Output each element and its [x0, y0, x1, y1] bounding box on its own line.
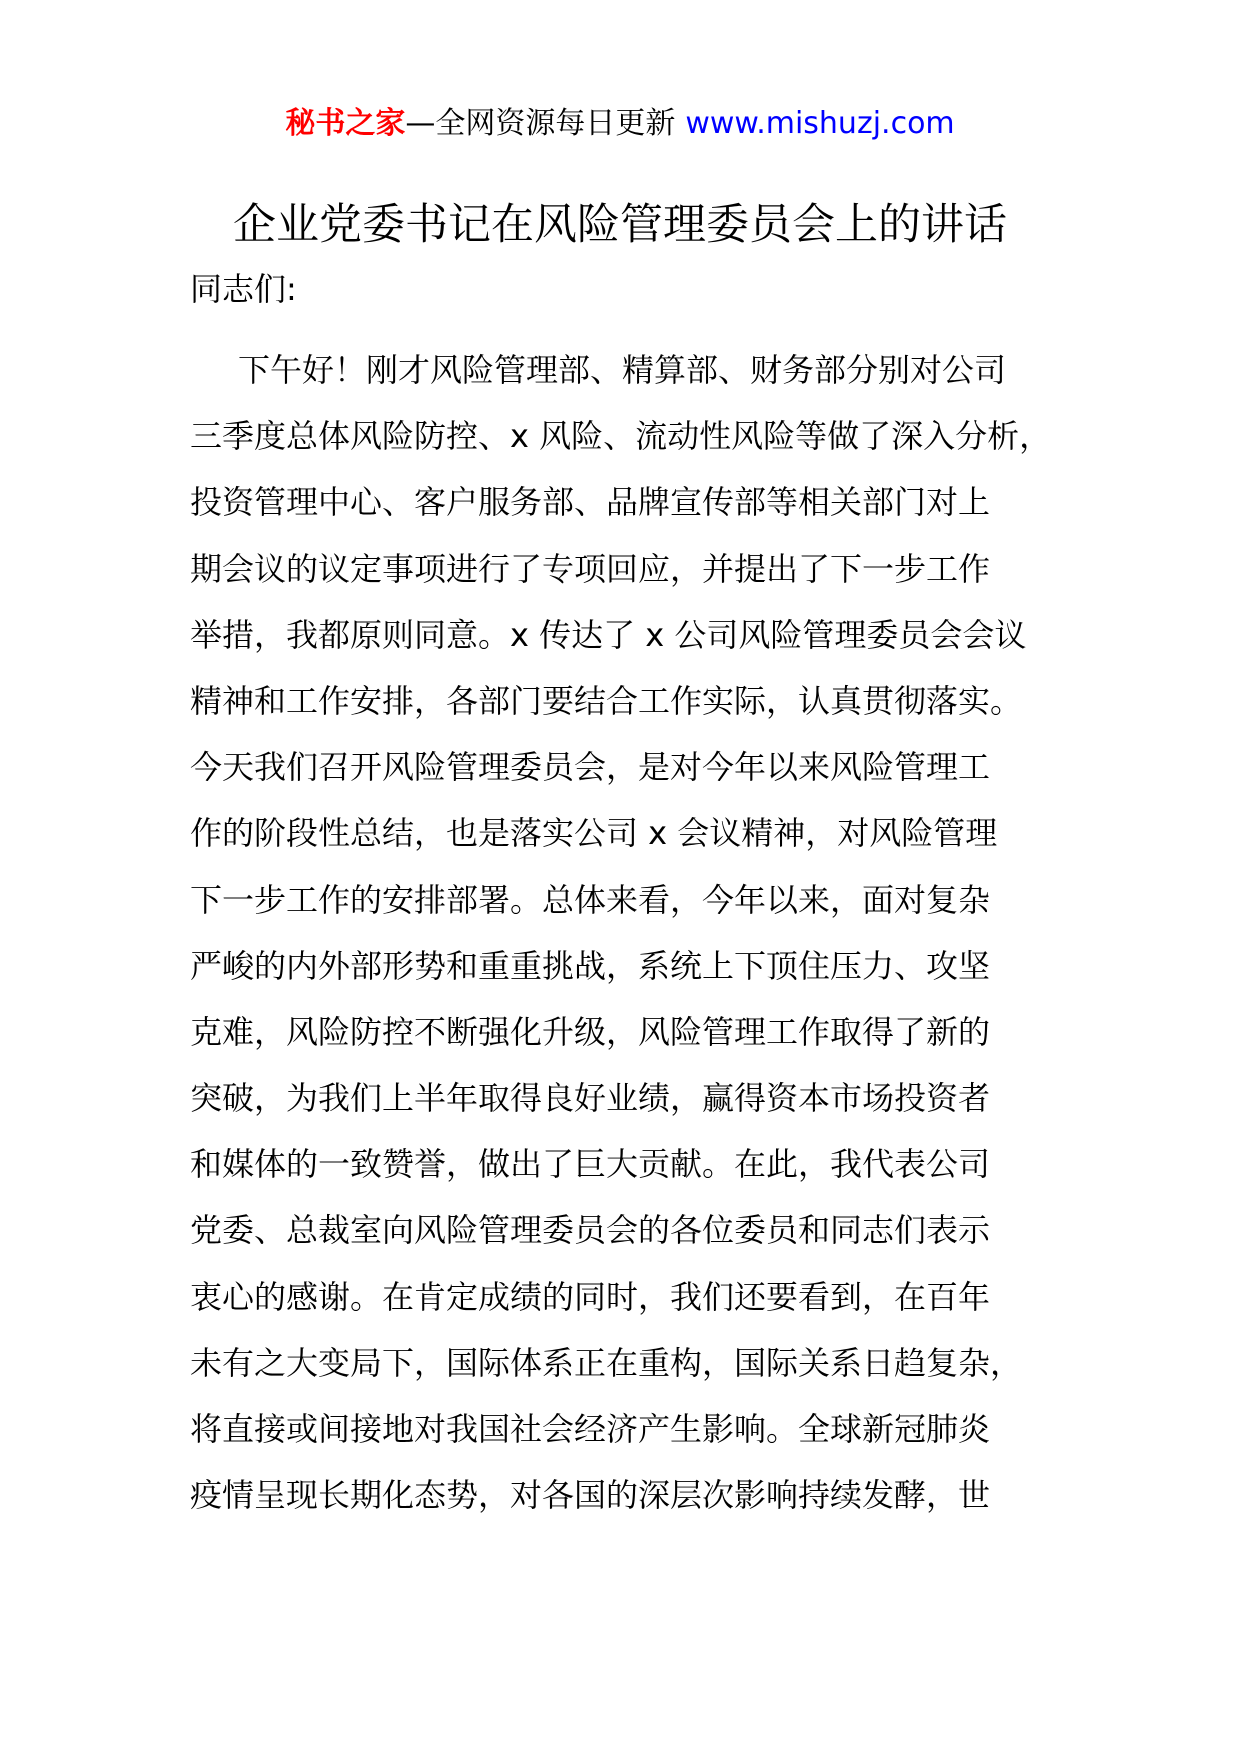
body-line: 严峻的内外部形势和重重挑战，系统上下顶住压力、攻坚: [190, 946, 991, 985]
body-line: 作的阶段性总结，也是落实公司 x 会议精神，对风险管理: [190, 814, 998, 853]
brand-name: 秘书之家: [285, 106, 406, 141]
document-title: 企业党委书记在风险管理委员会上的讲话: [233, 200, 1007, 250]
body-line: 未有之大变局下，国际体系正在重构，国际关系日趋复杂，: [190, 1343, 1023, 1382]
body-line: 党委、总裁室向风险管理委员会的各位委员和同志们表示: [190, 1211, 991, 1250]
site-tagline: —全网资源每日更新: [405, 106, 676, 141]
body-line: 今天我们召开风险管理委员会，是对今年以来风险管理工: [190, 748, 991, 787]
body-line: 突破，为我们上半年取得良好业绩，赢得资本市场投资者: [190, 1079, 991, 1118]
body-line: 下午好！刚才风险管理部、精算部、财务部分别对公司: [238, 351, 1007, 389]
salutation: 同志们:: [190, 270, 297, 308]
body-line: 举措，我都原则同意。x 传达了 x 公司风险管理委员会会议: [190, 615, 1027, 654]
body-line: 三季度总体风险防控、x 风险、流动性风险等做了深入分析，: [190, 417, 1052, 456]
body-line: 投资管理中心、客户服务部、品牌宣传部等相关部门对上: [190, 483, 991, 522]
body-line: 精神和工作安排，各部门要结合工作实际，认真贯彻落实。: [190, 681, 1023, 720]
body-line: 衷心的感谢。在肯定成绩的同时，我们还要看到，在百年: [190, 1277, 991, 1316]
site-header: [0, 98, 1240, 150]
body-line: 疫情呈现长期化态势，对各国的深层次影响持续发酵，世: [190, 1476, 991, 1515]
body-line: 克难，风险防控不断强化升级，风险管理工作取得了新的: [190, 1012, 991, 1051]
body-line: 将直接或间接地对我国社会经济产生影响。全球新冠肺炎: [190, 1410, 991, 1448]
document-body: [190, 350, 1090, 1541]
body-line: 和媒体的一致赞誉，做出了巨大贡献。在此，我代表公司: [190, 1145, 991, 1184]
body-line: 期会议的议定事项进行了专项回应，并提出了下一步工作: [190, 549, 991, 588]
body-line: 下一步工作的安排部署。总体来看，今年以来，面对复杂: [190, 880, 991, 919]
site-url-link[interactable]: www.mishuzj.com: [685, 106, 955, 141]
